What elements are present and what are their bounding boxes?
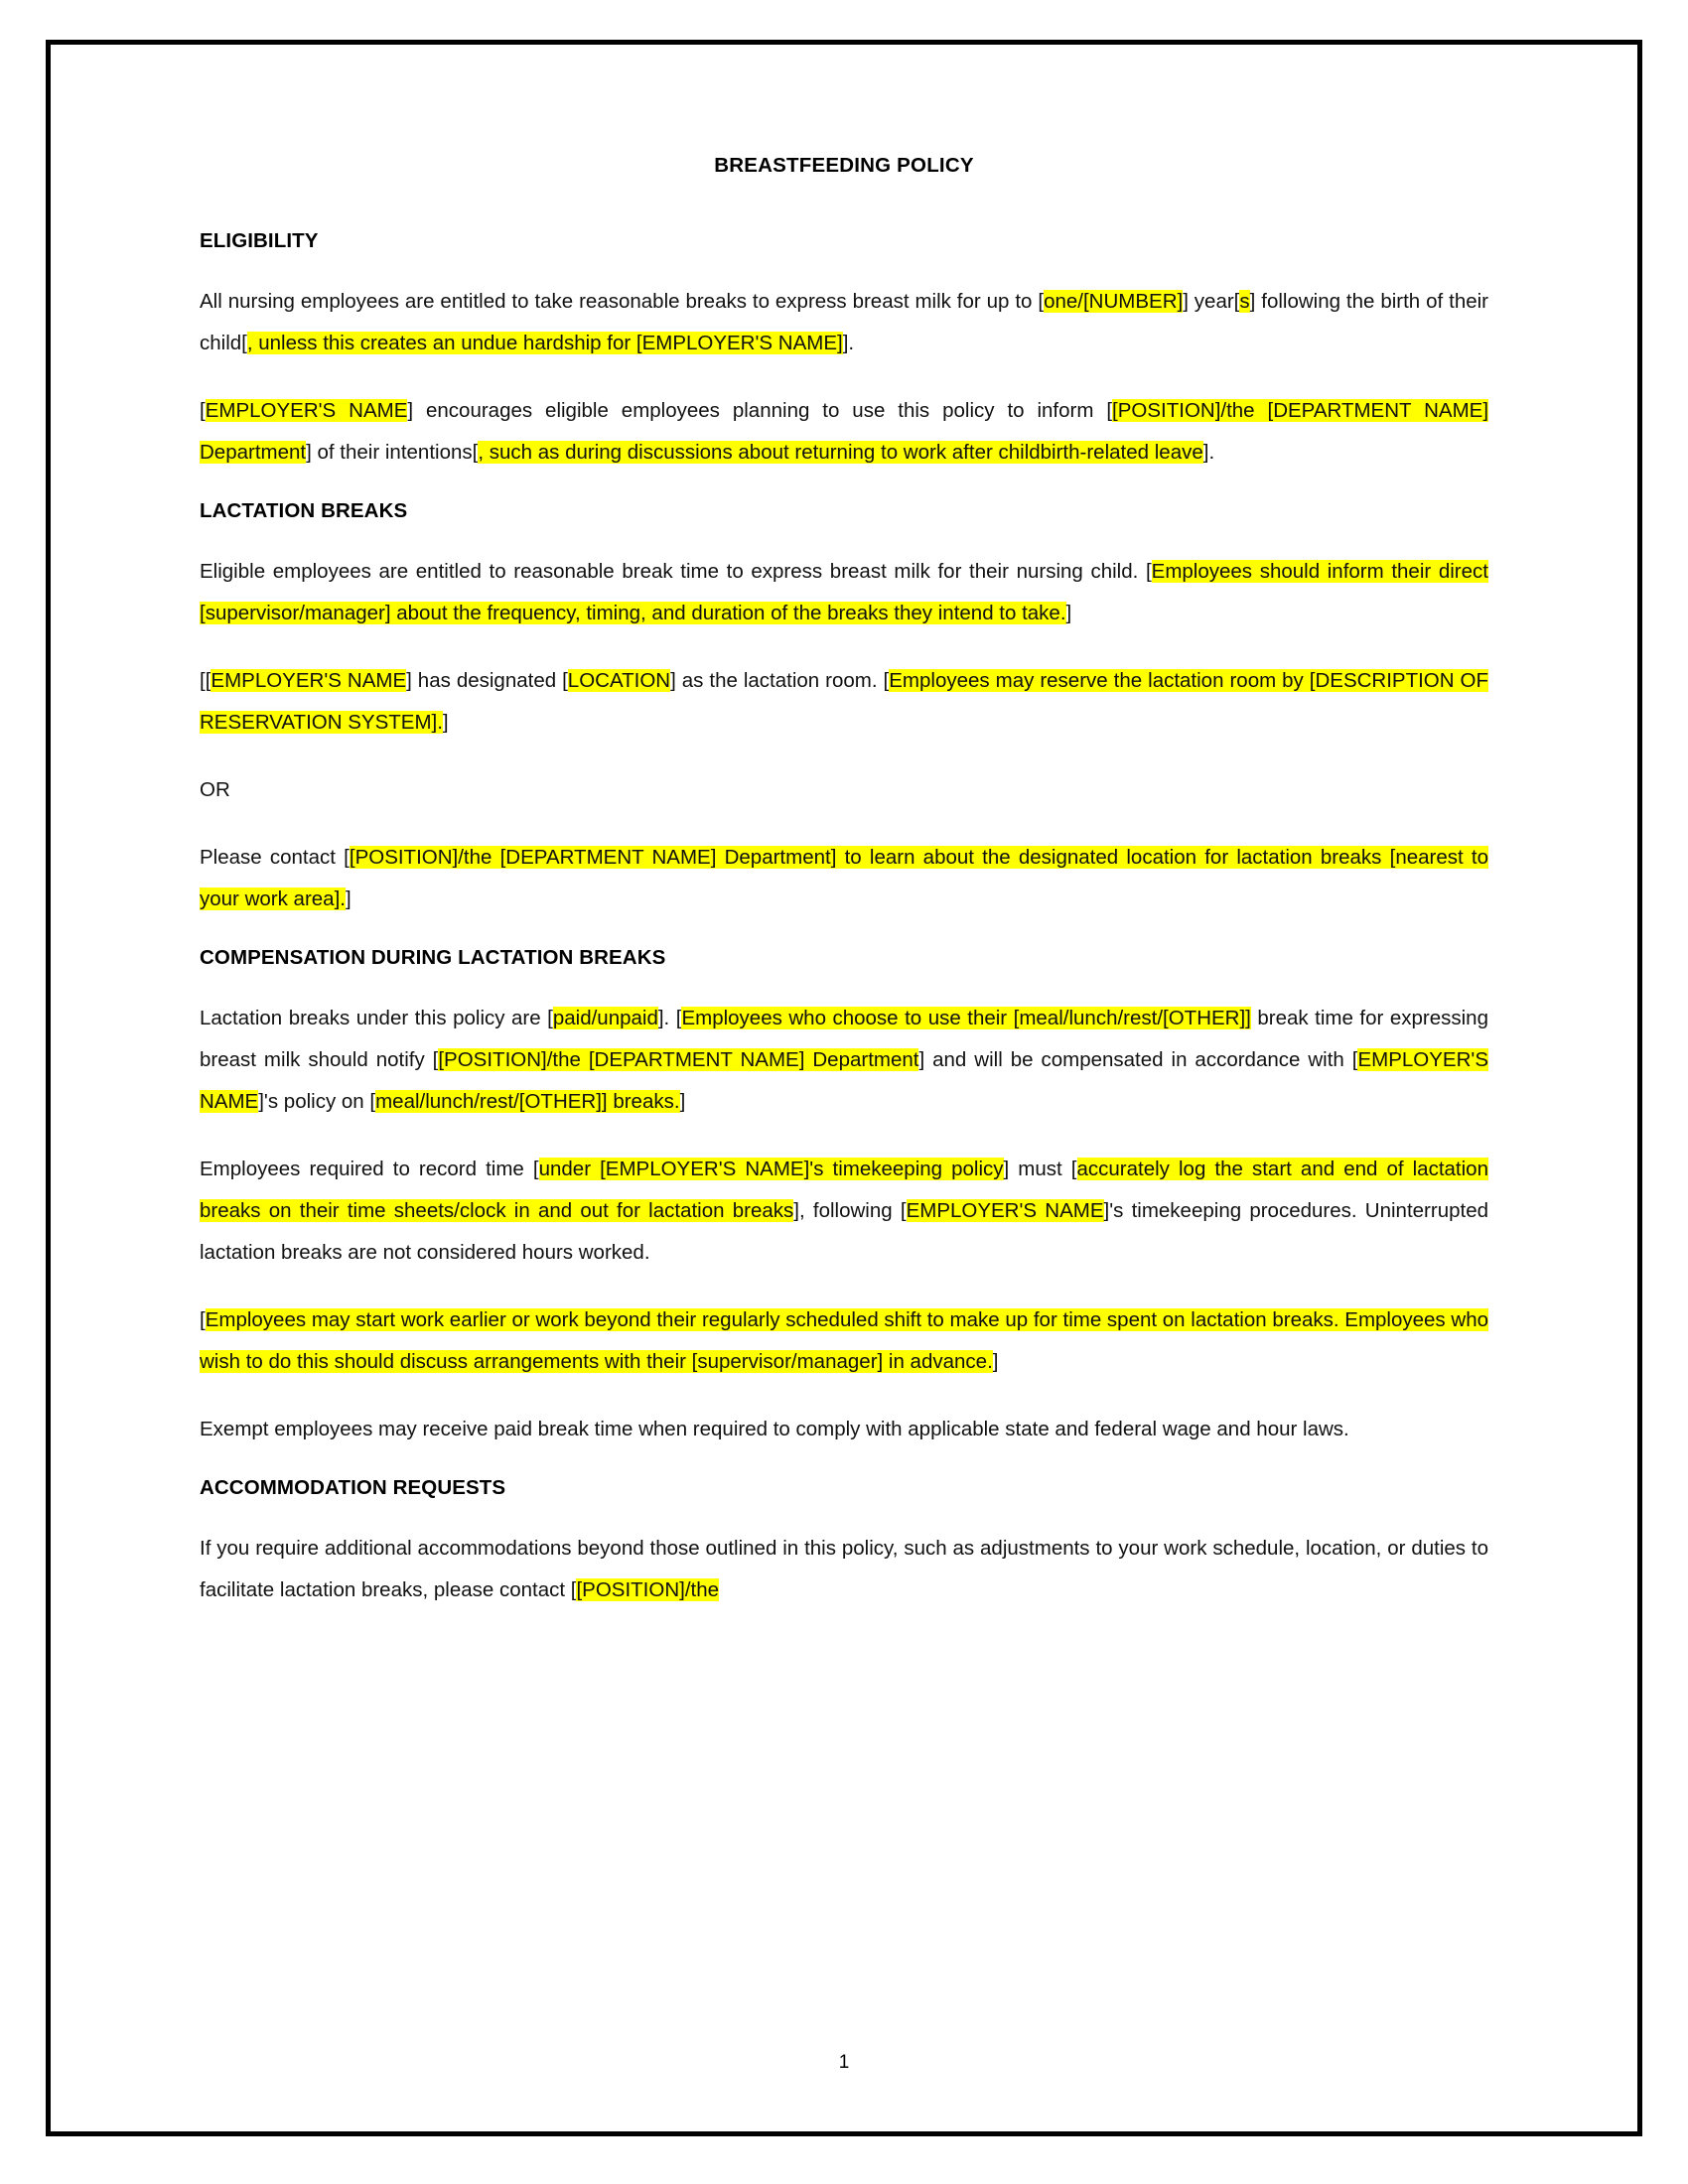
section-heading-eligibility: ELIGIBILITY bbox=[200, 229, 319, 252]
section-heading-lactation-breaks: LACTATION BREAKS bbox=[200, 499, 408, 522]
text-segment: ] bbox=[679, 1090, 686, 1113]
highlighted-placeholder: EMPLOYER'S NAME bbox=[205, 399, 408, 422]
highlighted-placeholder: EMPLOYER'S NAME bbox=[211, 669, 407, 692]
text-segment: [[ bbox=[200, 669, 211, 692]
compensation-paragraph-3 bbox=[200, 1299, 1488, 1383]
text-segment: ] and will be compensated in accordance with [ bbox=[918, 1048, 1358, 1071]
highlighted-placeholder: under [EMPLOYER'S NAME]'s timekeeping policy bbox=[538, 1158, 1004, 1180]
accommodation-paragraph-1 bbox=[200, 1528, 1488, 1611]
compensation-paragraph-4 bbox=[200, 1409, 1488, 1450]
lactation-breaks-paragraph-2 bbox=[200, 660, 1488, 744]
highlighted-placeholder: EMPLOYER'S NAME bbox=[200, 1048, 1488, 1113]
text-segment: ]'s timekeeping procedures. Uninterrupted lactation breaks are not considered hours worked. bbox=[200, 1199, 1489, 1264]
text-segment: Exempt employees may receive paid break time when required to comply with applicable state and federal wage and hour laws. bbox=[200, 1418, 1349, 1440]
text-segment: All nursing employees are entitled to take reasonable breaks to express breast milk for up to [ bbox=[200, 290, 1045, 313]
text-segment: ]. bbox=[1202, 441, 1215, 464]
highlighted-placeholder: , such as during discussions about returning to work after childbirth-related leave bbox=[478, 441, 1203, 464]
text-segment: ] must [ bbox=[1003, 1158, 1077, 1180]
highlighted-placeholder: paid/unpaid bbox=[552, 1007, 658, 1029]
highlighted-placeholder: one/[NUMBER] bbox=[1044, 290, 1184, 313]
highlighted-placeholder: LOCATION bbox=[567, 669, 671, 692]
text-segment: ]'s policy on [ bbox=[258, 1090, 376, 1113]
text-segment: Employees required to record time [ bbox=[200, 1158, 539, 1180]
text-segment: ] bbox=[345, 887, 352, 910]
text-segment: ]. [ bbox=[657, 1007, 682, 1029]
text-segment: break time for expressing breast milk should notify [ bbox=[200, 1007, 1488, 1071]
text-segment: ], following [ bbox=[793, 1199, 907, 1222]
or-divider: OR bbox=[200, 778, 230, 801]
highlighted-placeholder: Employees may start work earlier or work beyond their regularly scheduled shift to make up for time spent on lactation breaks. Employees who wish to do this should discuss arrangements with their [supervisor/manager] in advance. bbox=[200, 1308, 1488, 1373]
text-segment: ] encourages eligible employees planning to use this policy to inform [ bbox=[407, 399, 1113, 422]
text-segment: ] as the lactation room. [ bbox=[670, 669, 890, 692]
lactation-breaks-paragraph-1 bbox=[200, 551, 1488, 634]
lactation-breaks-paragraph-3 bbox=[200, 837, 1488, 920]
text-segment: [ bbox=[200, 399, 206, 422]
highlighted-placeholder: [POSITION]/the [DEPARTMENT NAME] Department] to learn about the designated location for lactation breaks [nearest to your work area]. bbox=[200, 846, 1488, 910]
highlighted-placeholder: Employees who choose to use their [meal/lunch/rest/[OTHER]] bbox=[681, 1007, 1251, 1029]
text-segment: Lactation breaks under this policy are [ bbox=[200, 1007, 553, 1029]
highlighted-placeholder: [POSITION]/the [DEPARTMENT NAME] Department bbox=[200, 399, 1489, 464]
text-segment: ] following the birth of their child[ bbox=[200, 290, 1489, 354]
text-segment: ] has designated [ bbox=[406, 669, 568, 692]
highlighted-placeholder: meal/lunch/rest/[OTHER]] breaks. bbox=[375, 1090, 680, 1113]
text-segment: Please contact [ bbox=[200, 846, 350, 869]
highlighted-placeholder: EMPLOYER'S NAME bbox=[906, 1199, 1104, 1222]
text-segment: If you require additional accommodations beyond those outlined in this policy, such as adjustments to your work schedule, location, or duties to facilitate lactation breaks, please contact [ bbox=[200, 1537, 1488, 1601]
document-page bbox=[46, 40, 1642, 2136]
section-heading-accommodation: ACCOMMODATION REQUESTS bbox=[200, 1476, 506, 1499]
highlighted-placeholder: accurately log the start and end of lactation breaks on their time sheets/clock in and out for lactation breaks bbox=[200, 1158, 1488, 1222]
text-segment: [ bbox=[200, 1308, 206, 1331]
page-number: 1 bbox=[838, 2052, 850, 2073]
text-segment: ] bbox=[1065, 602, 1072, 624]
highlighted-placeholder: [POSITION]/the bbox=[576, 1578, 720, 1601]
text-segment: ] bbox=[992, 1350, 999, 1373]
section-heading-compensation: COMPENSATION DURING LACTATION BREAKS bbox=[200, 946, 666, 969]
highlighted-placeholder: [POSITION]/the [DEPARTMENT NAME] Department bbox=[438, 1048, 919, 1071]
text-segment: ]. bbox=[842, 332, 855, 354]
highlighted-placeholder: Employees should inform their direct [supervisor/manager] about the frequency, timing, and duration of the breaks they intend to take. bbox=[200, 560, 1488, 624]
highlighted-placeholder: , unless this creates an undue hardship for [EMPLOYER'S NAME] bbox=[246, 332, 843, 354]
page-title: BREASTFEEDING POLICY bbox=[714, 154, 974, 177]
compensation-paragraph-1 bbox=[200, 998, 1488, 1123]
compensation-paragraph-2 bbox=[200, 1149, 1488, 1274]
highlighted-placeholder: s bbox=[1239, 290, 1250, 313]
eligibility-paragraph-2 bbox=[200, 390, 1488, 474]
text-segment: ] bbox=[442, 711, 449, 734]
highlighted-placeholder: Employees may reserve the lactation room by [DESCRIPTION OF RESERVATION SYSTEM]. bbox=[200, 669, 1488, 734]
text-segment: ] of their intentions[ bbox=[306, 441, 479, 464]
text-segment: ] year[ bbox=[1183, 290, 1240, 313]
eligibility-paragraph-1 bbox=[200, 281, 1488, 364]
text-segment: Eligible employees are entitled to reasonable break time to express breast milk for their nursing child. [ bbox=[200, 560, 1152, 583]
